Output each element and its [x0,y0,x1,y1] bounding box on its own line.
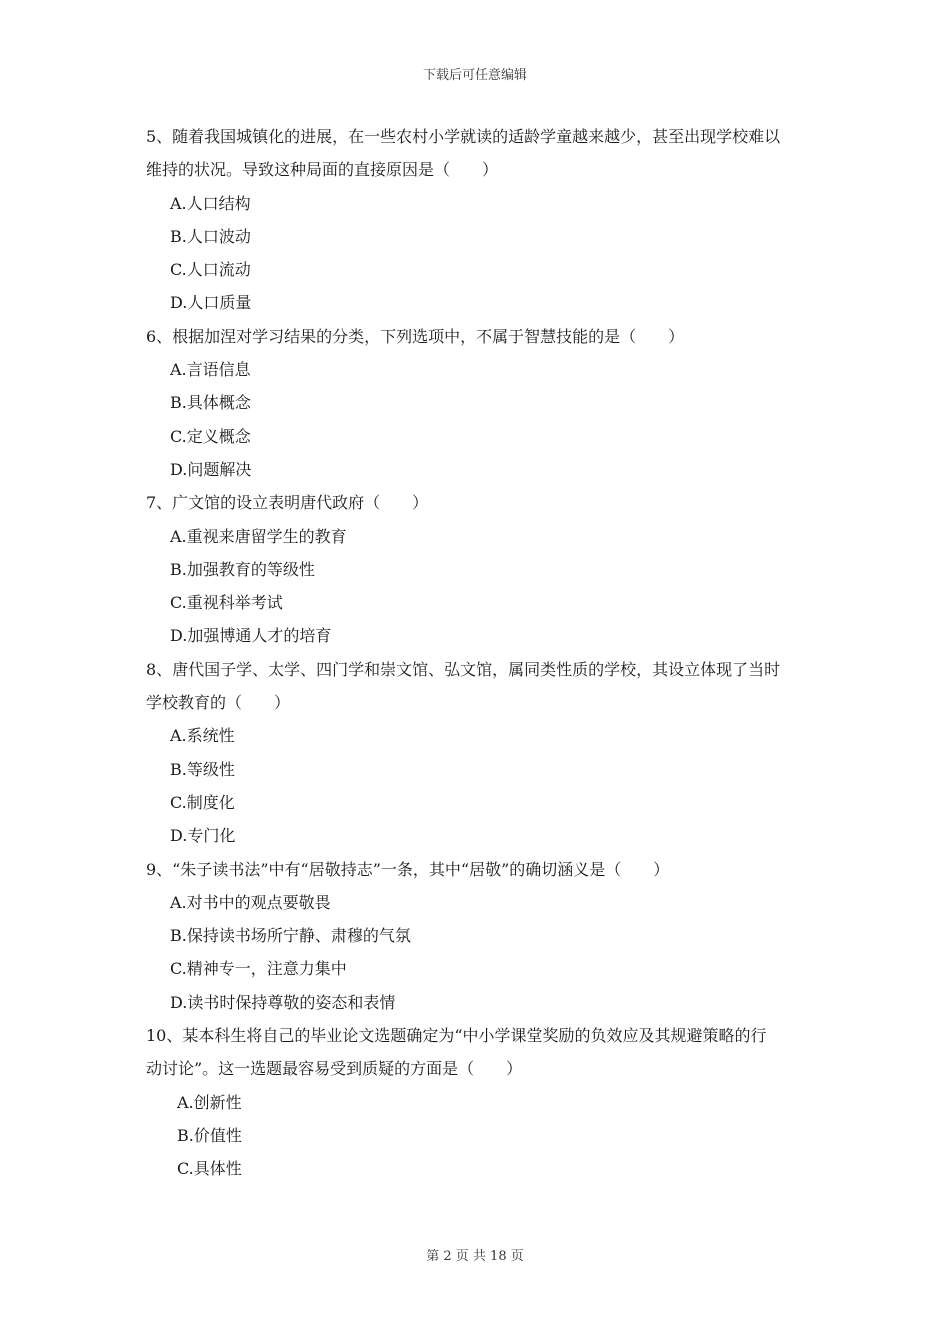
option-b: B.加强教育的等级性 [170,559,315,579]
page-header: 下载后可任意编辑 [422,68,527,83]
question-9 [146,853,816,1019]
option-d: D.问题解决 [170,459,252,479]
option-d: D.专门化 [170,826,236,846]
question-stem: 学校教育的（ ） [146,693,291,713]
question-stem: 7、广文馆的设立表明唐代政府（ ） [146,493,429,513]
option-c: C.精神专一，注意力集中 [170,959,347,979]
question-stem: 9、“朱子读书法”中有“居敬持志”一条，其中“居敬”的确切涵义是（ ） [146,859,670,879]
option-b: B.等级性 [170,759,235,779]
question-stem: 8、唐代国子学、太学、四门学和崇文馆、弘文馆，属同类性质的学校，其设立体现了当时 [146,659,781,679]
option-b: B.价值性 [177,1125,242,1145]
question-5 [146,120,816,320]
option-a: A.创新性 [177,1092,242,1112]
option-d: D.人口质量 [170,293,252,313]
page-footer: 第 2 页 共 18 页 [426,1249,524,1264]
option-a: A.重视来唐留学生的教育 [170,526,347,546]
question-stem: 10、某本科生将自己的毕业论文选题确定为“中小学课堂奖励的负效应及其规避策略的行 [146,1026,767,1046]
option-b: B.具体概念 [170,393,251,413]
question-stem: 5、随着我国城镇化的进展，在一些农村小学就读的适龄学童越来越少，甚至出现学校难以 [146,127,781,146]
question-8 [146,653,816,853]
option-a: A.言语信息 [170,360,251,380]
option-c: C.人口流动 [170,260,251,280]
question-stem: 6、根据加涅对学习结果的分类，下列选项中，不属于智慧技能的是（ ） [146,326,685,346]
question-6 [146,320,816,486]
option-c: C.定义概念 [170,426,251,446]
option-d: D.加强博通人才的培育 [170,626,332,646]
option-a: A.人口结构 [170,193,251,213]
option-d: D.读书时保持尊敬的姿态和表情 [170,992,396,1012]
option-c: C.重视科举考试 [170,593,283,613]
question-stem: 维持的状况。导致这种局面的直接原因是（ ） [146,160,499,180]
question-7 [146,486,816,652]
option-c: C.具体性 [177,1159,242,1179]
question-10 [146,1019,816,1185]
option-b: B.保持读书场所宁静、肃穆的气氛 [170,926,411,946]
option-c: C.制度化 [170,792,235,812]
question-stem: 动讨论”。这一选题最容易受到质疑的方面是（ ） [146,1059,523,1079]
option-a: A.系统性 [170,726,235,746]
option-b: B.人口波动 [170,226,251,246]
question-list [146,120,816,1186]
option-a: A.对书中的观点要敬畏 [170,892,331,912]
